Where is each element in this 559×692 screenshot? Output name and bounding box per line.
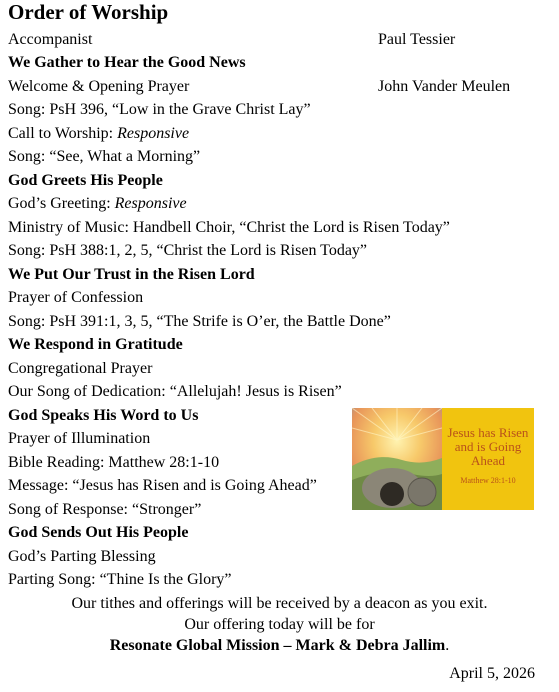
item-text: Ministry of Music: Handbell Choir, “Christ the Lord is Risen Today”: [8, 219, 450, 236]
image-caption: Jesus has Risen and is Going Ahead: [447, 425, 529, 468]
item-text: Our Song of Dedication: “Allelujah! Jesus is Risen”: [8, 383, 342, 400]
bulletin-date: April 5, 2026: [449, 665, 535, 682]
list-item: [8, 288, 143, 308]
item-italic: Responsive: [114, 195, 187, 212]
page-title: Order of Worship: [8, 0, 169, 24]
section-heading: God Speaks His Word to Us: [8, 407, 199, 424]
leader-name: John Vander Meulen: [378, 78, 511, 95]
sermon-image: [352, 408, 534, 510]
item-text: Congregational Prayer: [8, 360, 153, 377]
list-item: [8, 547, 156, 567]
list-item: [8, 382, 342, 402]
list-item: [8, 476, 317, 496]
list-item: [8, 30, 92, 50]
item-text: Accompanist: [8, 31, 93, 48]
item-text: Song: PsH 391:1, 3, 5, “The Strife is O’er, the Battle Done”: [8, 313, 391, 330]
offering-recipient-period: .: [445, 637, 450, 654]
item-text: Call to Worship:: [8, 125, 118, 142]
list-item: [8, 194, 187, 214]
list-item: [8, 218, 450, 238]
list-item: [8, 147, 200, 167]
section-heading: We Respond in Gratitude: [8, 336, 183, 353]
offering-recipient-name: Resonate Global Mission – Mark & Debra Jallim: [109, 637, 446, 654]
item-text: Song: “See, What a Morning”: [8, 148, 201, 165]
list-item: [8, 570, 232, 590]
list-item: [8, 429, 150, 449]
item-text: Prayer of Confession: [8, 289, 144, 306]
section-heading: We Put Our Trust in the Risen Lord: [8, 266, 255, 283]
list-item: [8, 100, 311, 120]
item-text: Prayer of Illumination: [8, 430, 151, 447]
item-text: Song of Response: “Stronger”: [8, 501, 202, 518]
list-item: [8, 124, 189, 144]
list-item: [8, 500, 201, 520]
leader-name: Paul Tessier: [378, 31, 456, 48]
item-text: Bible Reading: Matthew 28:1-10: [8, 454, 220, 471]
list-item: [8, 241, 367, 261]
item-text: Welcome & Opening Prayer: [8, 78, 190, 95]
section-heading: God Sends Out His People: [8, 524, 189, 541]
offering-recipient: [0, 636, 559, 656]
item-text: Parting Song: “Thine Is the Glory”: [8, 571, 232, 588]
empty-tomb-illustration: [352, 408, 442, 510]
item-text: God’s Greeting:: [8, 195, 115, 212]
list-item: [8, 312, 391, 332]
section-heading: God Greets His People: [8, 172, 163, 189]
list-item: [8, 453, 219, 473]
list-item: [8, 359, 152, 379]
item-text: God’s Parting Blessing: [8, 548, 156, 565]
offering-for: Our offering today will be for: [184, 616, 375, 633]
item-text: Song: PsH 396, “Low in the Grave Christ Lay”: [8, 101, 311, 118]
section-heading: We Gather to Hear the Good News: [8, 54, 246, 71]
offering-note: Our tithes and offerings will be received by a deacon as you exit.: [71, 595, 488, 612]
image-reference: Matthew 28:1-10: [460, 476, 516, 485]
list-item: [8, 77, 189, 97]
item-text: Message: “Jesus has Risen and is Going Ahead”: [8, 477, 317, 494]
item-text: Song: PsH 388:1, 2, 5, “Christ the Lord is Risen Today”: [8, 242, 368, 259]
item-italic: Responsive: [117, 125, 190, 142]
